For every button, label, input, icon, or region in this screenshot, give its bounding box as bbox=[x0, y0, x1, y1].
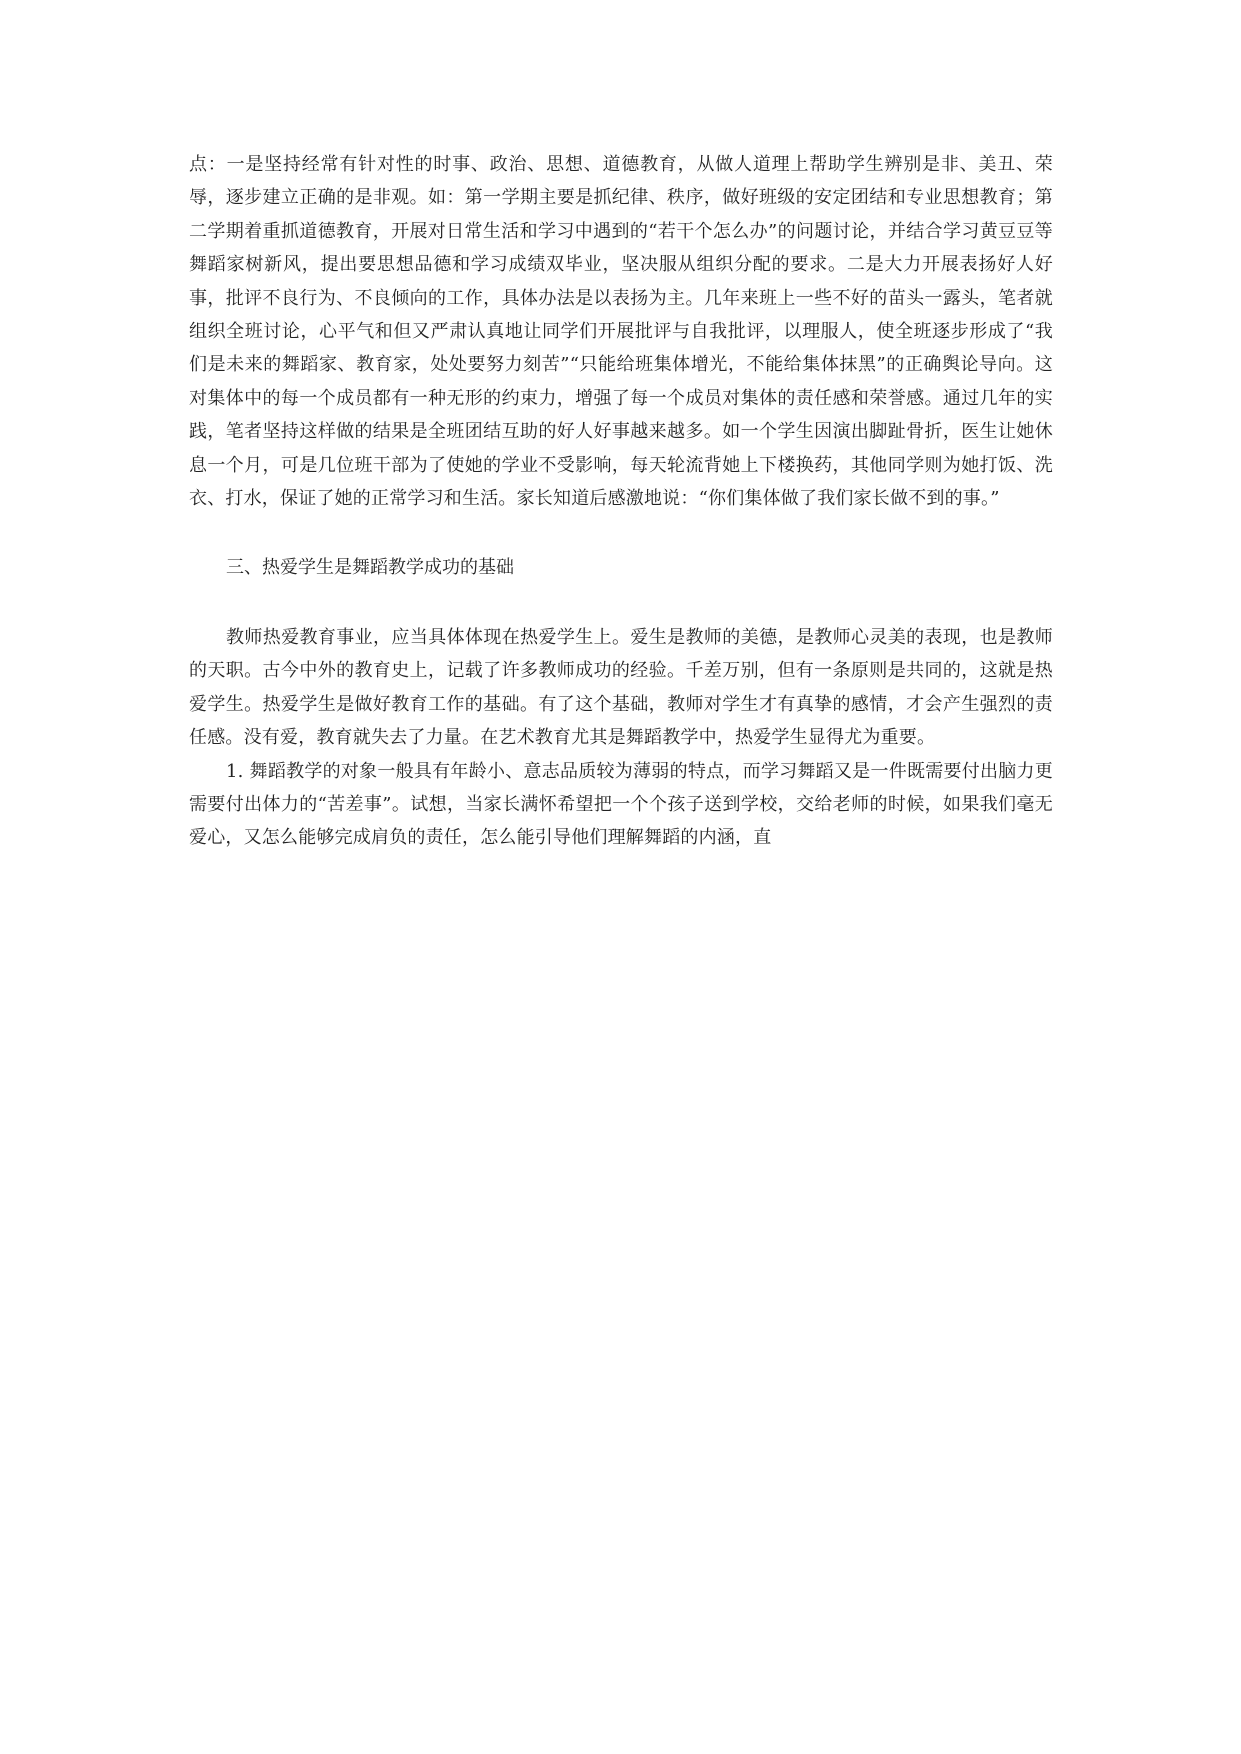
section-heading: 三、热爱学生是舞蹈教学成功的基础 bbox=[226, 557, 514, 579]
paragraph-point-1: 1. 舞蹈教学的对象一般具有年龄小、意志品质较为薄弱的特点，而学习舞蹈又是一件既需要付出脑力更需要付出体力的“苦差事”。试想，当家长满怀希望把一个个孩子送到学校，交给老师的时候，如果我们毫无爱心，又怎么能够完成肩负的责任，怎么能引导他们理解舞蹈的内涵，直 bbox=[189, 760, 1053, 849]
paragraph-love-students: 教师热爱教育事业，应当具体体现在热爱学生上。爱生是教师的美德，是教师心灵美的表现，也是教师的天职。古今中外的教育史上，记载了许多教师成功的经验。千差万别，但有一条原则是共同的，这就是热爱学生。热爱学生是做好教育工作的基础。有了这个基础，教师对学生才有真挚的感情，才会产生强烈的责任感。没有爱，教育就失去了力量。在艺术教育尤其是舞蹈教学中，热爱学生显得尤为重要。 bbox=[189, 626, 1053, 749]
paragraph-spacer bbox=[189, 515, 1053, 551]
paragraph-continuation: 点：一是坚持经常有针对性的时事、政治、思想、道德教育，从做人道理上帮助学生辨别是非、美丑、荣辱，逐步建立正确的是非观。如：第一学期主要是抓纪律、秩序，做好班级的安定团结和专业思想教育；第二学期着重抓道德教育，开展对日常生活和学习中遇到的“若干个怎么办”的问题讨论，并结合学习黄豆豆等舞蹈家树新风，提出要思想品德和学习成绩双毕业，坚决服从组织分配的要求。二是大力开展表扬好人好事，批评不良行为、不良倾向的工作，具体办法是以表扬为主。几年来班上一些不好的苗头一露头，笔者就组织全班讨论，心平气和但又严肃认真地让同学们开展批评与自我批评，以理服人，使全班逐步形成了“我们是未来的舞蹈家、教育家，处处要努力刻苦”“只能给班集体增光，不能给集体抹黑”的正确舆论导向。这对集体中的每一个成员都有一种无形的约束力，增强了每一个成员对集体的责任感和荣誉感。通过几年的实践，笔者坚持这样做的结果是全班团结互助的好人好事越来越多。如一个学生因演出脚趾骨折，医生让她休息一个月，可是几位班干部为了使她的学业不受影响，每天轮流背她上下楼换药，其他同学则为她打饭、洗衣、打水，保证了她的正常学习和生活。家长知道后感激地说：“你们集体做了我们家长做不到的事。” bbox=[189, 154, 1053, 510]
document-body bbox=[189, 148, 1053, 855]
paragraph-spacer bbox=[189, 585, 1053, 621]
